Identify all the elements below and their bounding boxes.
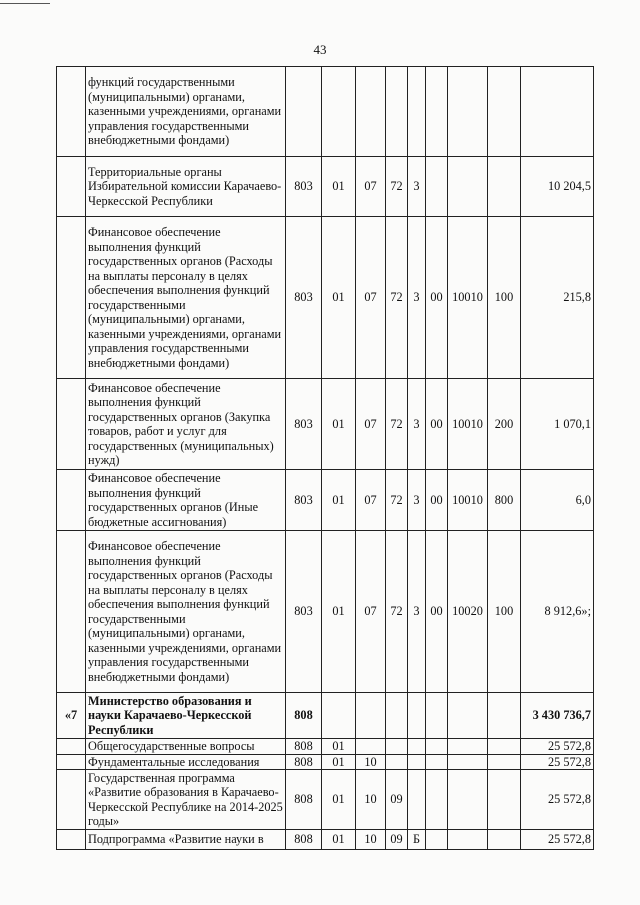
row-name: Финансовое обеспечение выполнения функций государственных органов (Расходы на выплаты персоналу в целях обеспечения выполнения функций государственными (муниципальными) органами, казенными учреждениями, органами управления государственными внебюджетными фондами) xyxy=(86,531,286,693)
code-subprogram xyxy=(408,739,426,755)
code-subsection xyxy=(356,693,386,739)
row-index xyxy=(57,531,86,693)
table-row xyxy=(57,379,594,470)
code-ministry: 808 xyxy=(286,754,322,770)
code-subsection: 10 xyxy=(356,770,386,830)
row-amount xyxy=(521,67,594,157)
row-amount: 3 430 736,7 xyxy=(521,693,594,739)
code-subsection: 07 xyxy=(356,217,386,379)
code-expense-type xyxy=(488,693,521,739)
code-activity xyxy=(426,157,448,217)
code-subprogram xyxy=(408,693,426,739)
code-activity: 00 xyxy=(426,217,448,379)
code-activity xyxy=(426,770,448,830)
code-program xyxy=(386,754,408,770)
table-row xyxy=(57,830,594,850)
code-direction: 10010 xyxy=(448,379,488,470)
code-expense-type xyxy=(488,739,521,755)
code-section: 01 xyxy=(322,470,356,531)
code-subsection: 10 xyxy=(356,754,386,770)
code-subprogram: 3 xyxy=(408,379,426,470)
code-subprogram: Б xyxy=(408,830,426,850)
code-program: 72 xyxy=(386,379,408,470)
code-subsection: 07 xyxy=(356,379,386,470)
budget-table xyxy=(56,66,594,850)
table-row xyxy=(57,67,594,157)
row-amount: 10 204,5 xyxy=(521,157,594,217)
row-index xyxy=(57,770,86,830)
row-index xyxy=(57,470,86,531)
row-index xyxy=(57,754,86,770)
code-program: 09 xyxy=(386,770,408,830)
code-section xyxy=(322,67,356,157)
row-name: Министерство образования и науки Карачаево-Черкесской Республики xyxy=(86,693,286,739)
code-subprogram: 3 xyxy=(408,217,426,379)
row-amount: 25 572,8 xyxy=(521,754,594,770)
code-direction: 10020 xyxy=(448,531,488,693)
row-amount: 25 572,8 xyxy=(521,770,594,830)
code-subsection: 07 xyxy=(356,531,386,693)
code-direction xyxy=(448,67,488,157)
code-program: 72 xyxy=(386,531,408,693)
row-amount: 6,0 xyxy=(521,470,594,531)
code-direction xyxy=(448,693,488,739)
code-ministry xyxy=(286,67,322,157)
row-index: «7 xyxy=(57,693,86,739)
code-expense-type xyxy=(488,754,521,770)
code-subprogram: 3 xyxy=(408,157,426,217)
code-subsection xyxy=(356,739,386,755)
code-program: 09 xyxy=(386,830,408,850)
code-direction xyxy=(448,739,488,755)
code-ministry: 803 xyxy=(286,379,322,470)
code-direction xyxy=(448,157,488,217)
code-activity: 00 xyxy=(426,470,448,531)
code-section xyxy=(322,693,356,739)
code-activity xyxy=(426,830,448,850)
code-ministry: 803 xyxy=(286,157,322,217)
row-index xyxy=(57,739,86,755)
code-subsection xyxy=(356,67,386,157)
code-program xyxy=(386,67,408,157)
code-program: 72 xyxy=(386,217,408,379)
code-section: 01 xyxy=(322,379,356,470)
code-ministry: 808 xyxy=(286,770,322,830)
code-subprogram: 3 xyxy=(408,470,426,531)
row-index xyxy=(57,157,86,217)
code-expense-type: 200 xyxy=(488,379,521,470)
code-program xyxy=(386,739,408,755)
code-expense-type xyxy=(488,770,521,830)
row-index xyxy=(57,217,86,379)
code-direction xyxy=(448,770,488,830)
row-name: Государственная программа «Развитие образования в Карачаево-Черкесской Республике на 2014-2025 годы» xyxy=(86,770,286,830)
code-ministry: 803 xyxy=(286,217,322,379)
row-index xyxy=(57,379,86,470)
code-expense-type xyxy=(488,157,521,217)
code-direction: 10010 xyxy=(448,470,488,531)
table-row xyxy=(57,693,594,739)
row-amount: 1 070,1 xyxy=(521,379,594,470)
code-subprogram: 3 xyxy=(408,531,426,693)
code-activity: 00 xyxy=(426,379,448,470)
row-name: функций государственными (муниципальными) органами, казенными учреждениями, органами управления государственными внебюджетными фондами) xyxy=(86,67,286,157)
code-activity xyxy=(426,739,448,755)
page-number: 43 xyxy=(313,42,327,57)
table-row xyxy=(57,217,594,379)
code-section: 01 xyxy=(322,830,356,850)
row-name: Общегосударственные вопросы xyxy=(86,739,286,755)
code-direction xyxy=(448,830,488,850)
row-name: Подпрограмма «Развитие науки в xyxy=(86,830,286,850)
code-expense-type xyxy=(488,830,521,850)
table-row xyxy=(57,470,594,531)
code-section: 01 xyxy=(322,531,356,693)
row-amount: 8 912,6»; xyxy=(521,531,594,693)
code-ministry: 808 xyxy=(286,693,322,739)
code-expense-type: 100 xyxy=(488,531,521,693)
code-direction: 10010 xyxy=(448,217,488,379)
scan-edge-line xyxy=(0,3,50,4)
code-subsection: 07 xyxy=(356,157,386,217)
code-expense-type xyxy=(488,67,521,157)
code-activity xyxy=(426,67,448,157)
code-ministry: 808 xyxy=(286,739,322,755)
table-row xyxy=(57,531,594,693)
code-program xyxy=(386,693,408,739)
table-row xyxy=(57,770,594,830)
code-subprogram xyxy=(408,770,426,830)
row-amount: 25 572,8 xyxy=(521,739,594,755)
row-amount: 25 572,8 xyxy=(521,830,594,850)
table-row xyxy=(57,754,594,770)
code-section: 01 xyxy=(322,754,356,770)
code-activity xyxy=(426,754,448,770)
code-program: 72 xyxy=(386,470,408,531)
code-expense-type: 800 xyxy=(488,470,521,531)
code-activity xyxy=(426,693,448,739)
code-ministry: 803 xyxy=(286,531,322,693)
code-ministry: 803 xyxy=(286,470,322,531)
code-section: 01 xyxy=(322,157,356,217)
row-name: Финансовое обеспечение выполнения функций государственных органов (Расходы на выплаты персоналу в целях обеспечения выполнения функций государственными (муниципальными) органами, казенными учреждениями, органами управления государственными внебюджетными фондами) xyxy=(86,217,286,379)
code-section: 01 xyxy=(322,217,356,379)
table-row xyxy=(57,157,594,217)
row-amount: 215,8 xyxy=(521,217,594,379)
code-section: 01 xyxy=(322,739,356,755)
row-name: Фундаментальные исследования xyxy=(86,754,286,770)
row-index xyxy=(57,830,86,850)
row-name: Финансовое обеспечение выполнения функций государственных органов (Иные бюджетные ассигнования) xyxy=(86,470,286,531)
code-subprogram xyxy=(408,754,426,770)
code-direction xyxy=(448,754,488,770)
code-section: 01 xyxy=(322,770,356,830)
code-ministry: 808 xyxy=(286,830,322,850)
code-subsection: 10 xyxy=(356,830,386,850)
row-name: Территориальные органы Избирательной комиссии Карачаево-Черкесской Республики xyxy=(86,157,286,217)
row-name: Финансовое обеспечение выполнения функций государственных органов (Закупка товаров, работ и услуг для государственных (муниципальных) нужд) xyxy=(86,379,286,470)
code-program: 72 xyxy=(386,157,408,217)
code-expense-type: 100 xyxy=(488,217,521,379)
code-subprogram xyxy=(408,67,426,157)
code-subsection: 07 xyxy=(356,470,386,531)
code-activity: 00 xyxy=(426,531,448,693)
table-row xyxy=(57,739,594,755)
row-index xyxy=(57,67,86,157)
